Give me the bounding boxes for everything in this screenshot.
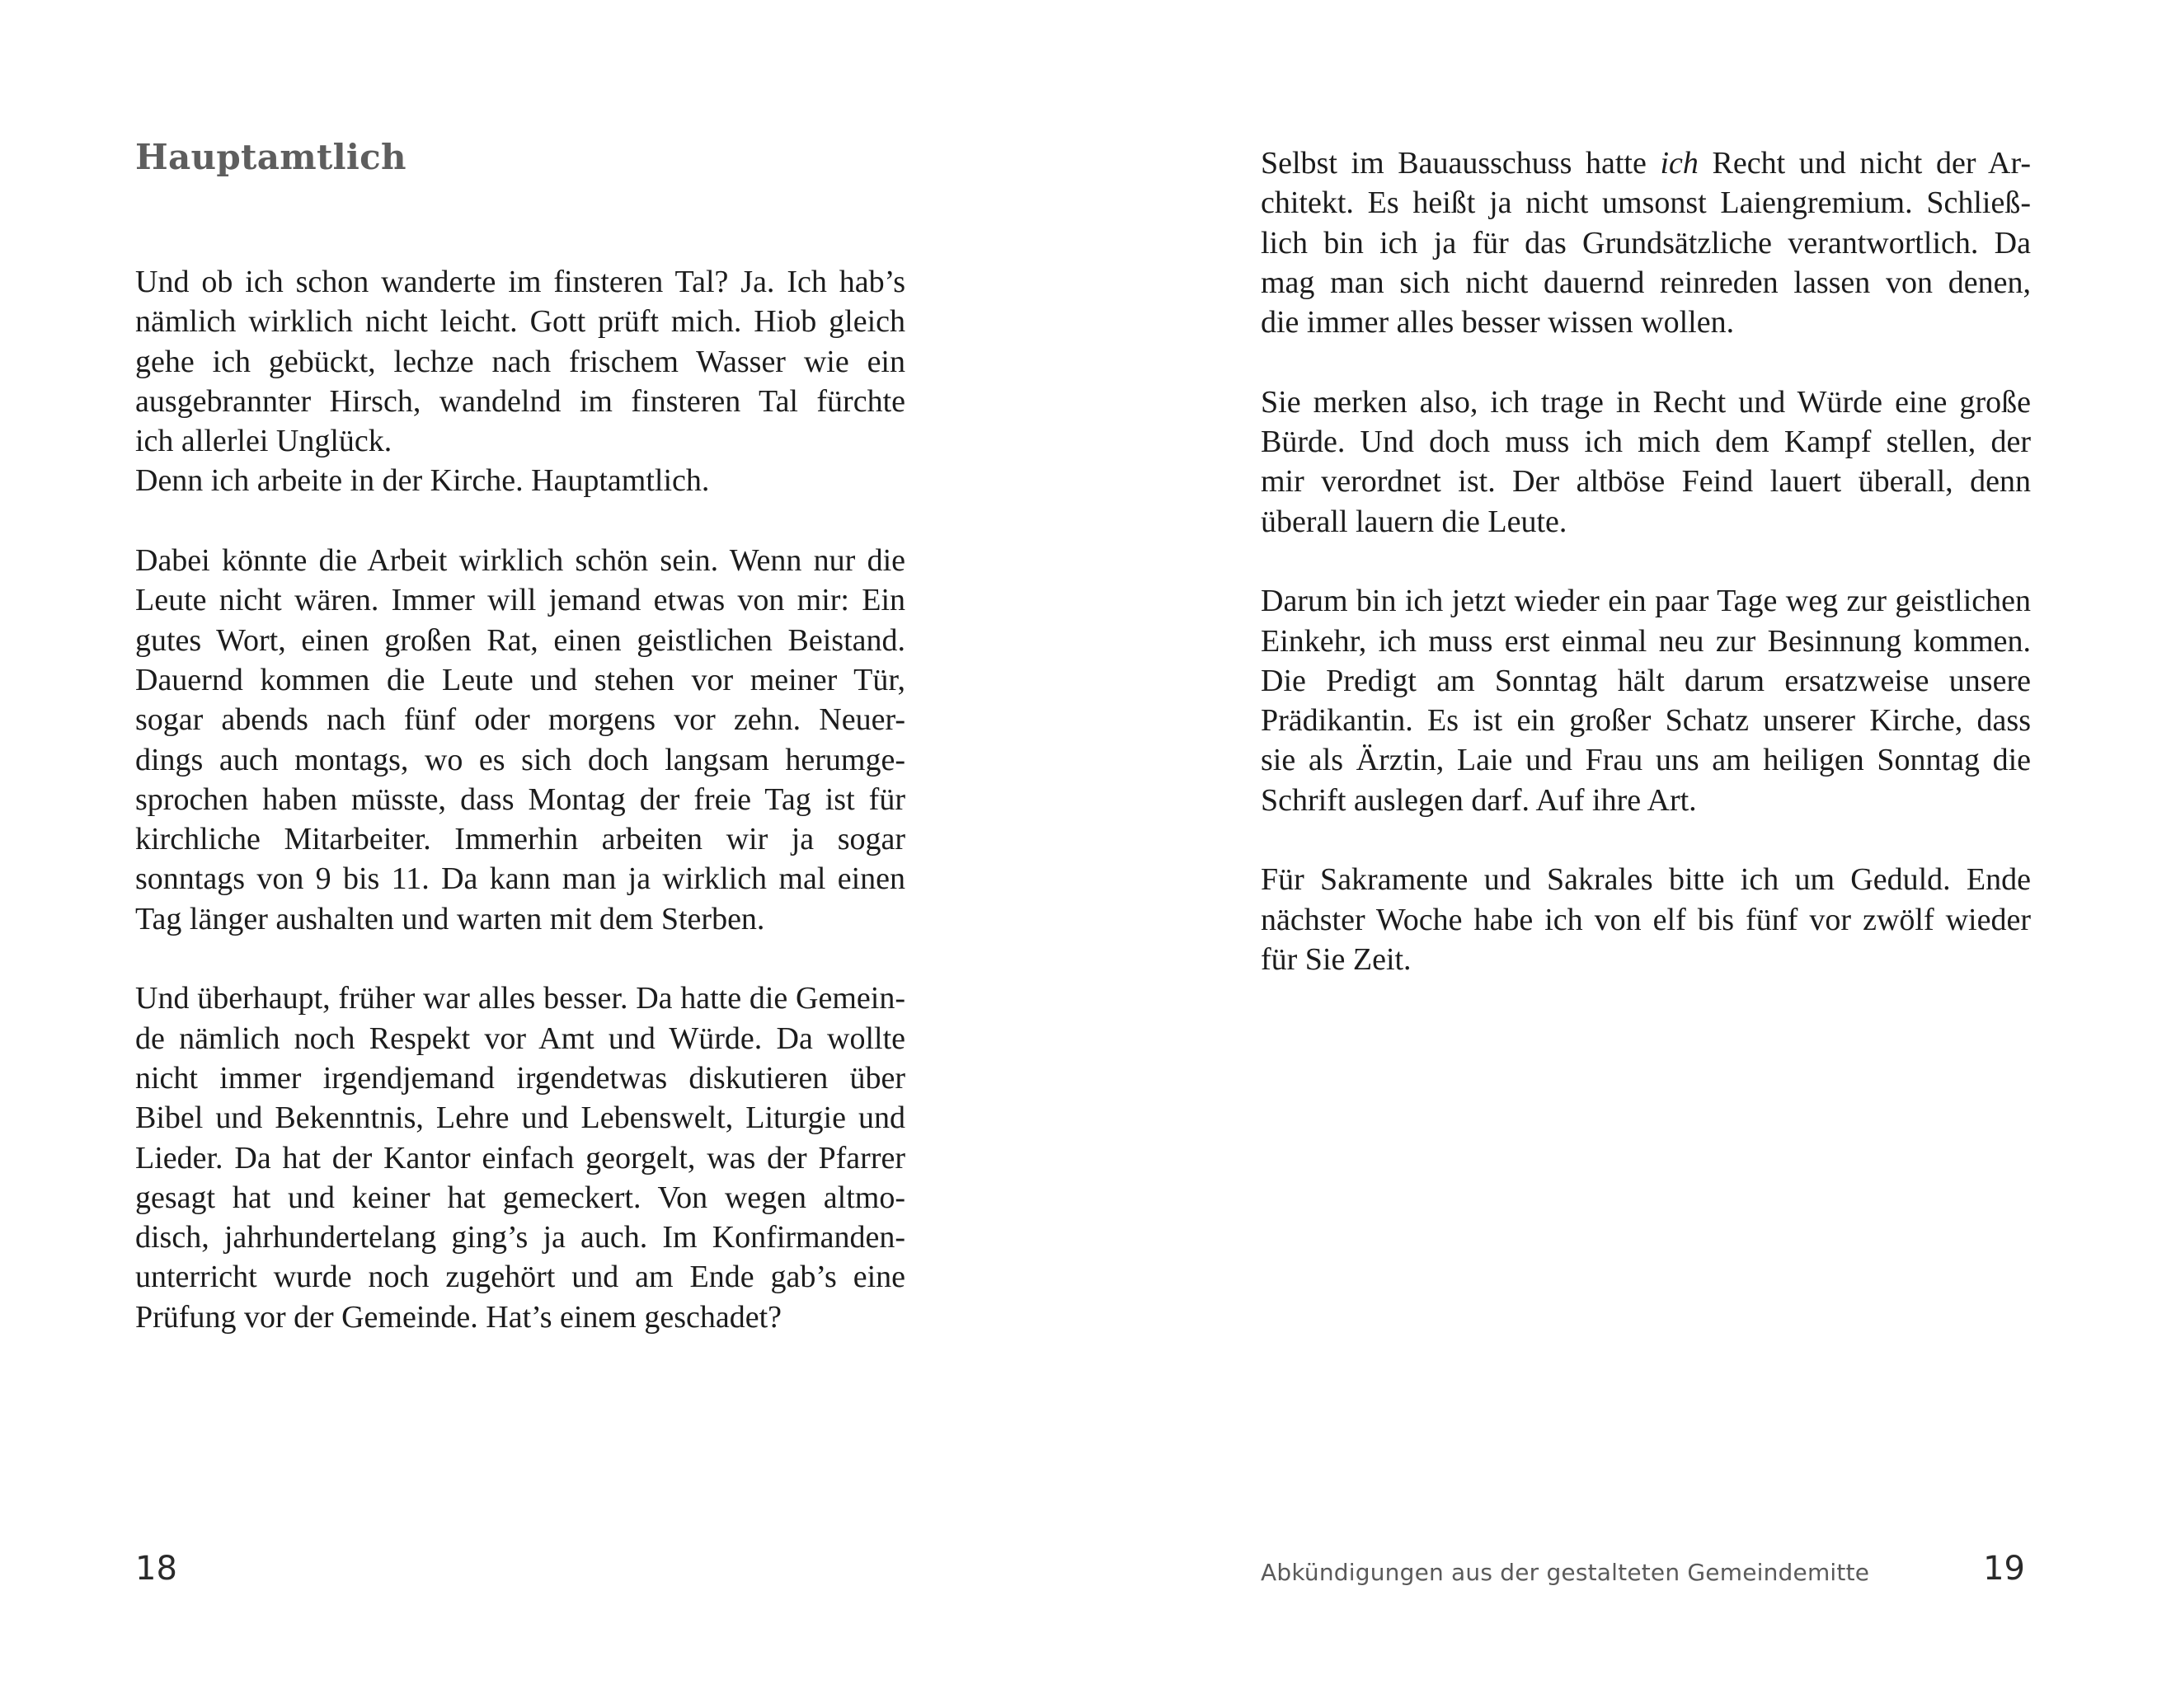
text-line: sonntags von 9 bis 11. Da kann man ja wirklich mal einen (135, 861, 905, 897)
text-line: Die Predigt am Sonntag hält darum ersatzweise unsere (1261, 663, 2031, 698)
text-line: gehe ich gebückt, lechze nach frischem Wasser wie ein (135, 344, 905, 379)
text-line: nämlich wirklich nicht leicht. Gott prüft mich. Hiob gleich (135, 304, 905, 340)
text-line: nicht immer irgendjemand irgendetwas diskutieren über (135, 1060, 905, 1096)
text-line: Bibel und Bekenntnis, Lehre und Lebenswelt, Liturgie und (135, 1100, 905, 1136)
text-line: dings auch montags, wo es sich doch langsam herumge- (135, 742, 905, 777)
text-line: für Sie Zeit. (1261, 941, 1412, 977)
text-line: Tag länger aushalten und warten mit dem Sterben. (135, 901, 765, 936)
text-line: Leute nicht wären. Immer will jemand etwas von mir: Ein (135, 583, 905, 618)
text-line: Dauernd kommen die Leute und stehen vor meiner Tür, (135, 662, 905, 697)
text-line: sprochen haben müsste, dass Montag der freie Tag ist für (135, 781, 905, 817)
text-line: de nämlich noch Respekt vor Amt und Würde. Da wollte (135, 1021, 905, 1056)
text-line: Prüfung vor der Gemeinde. Hat’s einem geschadet? (135, 1299, 782, 1335)
text-line: Denn ich arbeite in der Kirche. Hauptamtlich. (135, 463, 710, 499)
text-run: Recht und nicht der Ar- (1698, 146, 2031, 181)
text-line: mir verordnet ist. Der altböse Feind lauert überall, denn (1261, 464, 2031, 500)
text-line: mag man sich nicht dauernd reinreden lassen von denen, (1261, 265, 2031, 300)
right-page (1078, 0, 2157, 1708)
text-line: disch, jahrhundertelang ging’s ja auch. Im Konfirmanden- (135, 1220, 905, 1255)
text-line: chitekt. Es heißt ja nicht umsonst Laiengremium. Schließ- (1261, 185, 2031, 221)
text-line: nächster Woche habe ich von elf bis fünf vor zwölf wieder (1261, 902, 2031, 937)
paragraph (135, 541, 905, 939)
text-line: kirchliche Mitarbeiter. Immerhin arbeiten wir ja sogar (135, 822, 905, 857)
text-line: sie als Ärztin, Laie und Frau uns am heiligen Sonntag die (1261, 743, 2031, 778)
text-line: die immer alles besser wissen wollen. (1261, 305, 1735, 340)
text-line: Für Sakramente und Sakrales bitte ich um Geduld. Ende (1261, 862, 2031, 898)
paragraph (1261, 382, 2031, 542)
paragraph (1261, 143, 2031, 342)
text-line: Und ob ich schon wanderte im finsteren Tal? Ja. Ich hab’s (135, 265, 905, 299)
text-line: unterricht wurde noch zugehört und am Ende gab’s eine (135, 1260, 905, 1295)
text-line: überall lauern die Leute. (1261, 504, 1567, 539)
running-footer: Abkündigungen aus der gestalteten Gemeindemitte (1261, 1559, 1870, 1586)
page-number: 18 (135, 1550, 177, 1588)
paragraph (135, 978, 905, 1337)
text-line: Darum bin ich jetzt wieder ein paar Tage weg zur geistlichen (1261, 584, 2031, 619)
paragraph (1261, 860, 2031, 979)
text-line: Sie merken also, ich trage in Recht und Würde eine große (1261, 384, 2031, 420)
text-line: ich allerlei Unglück. (135, 424, 392, 459)
text-line: gesagt hat und keiner hat gemeckert. Von wegen altmo- (135, 1180, 905, 1215)
text-line: lich bin ich ja für das Grundsätzliche verantwortlich. Da (1261, 225, 2031, 260)
text-line: Bürde. Und doch muss ich mich dem Kampf stellen, der (1261, 425, 2031, 460)
text-line: Schrift auslegen darf. Auf ihre Art. (1261, 782, 1697, 818)
text-line: gutes Wort, einen großen Rat, einen geistlichen Beistand. (135, 622, 905, 658)
text-run: Selbst im Bauausschuss hatte (1261, 146, 1661, 181)
text-line: sogar abends nach fünf oder morgens vor zehn. Neuer- (135, 702, 905, 738)
text-line: Einkehr, ich muss erst einmal neu zur Besinnung kommen. (1261, 623, 2031, 659)
right-body-text (1261, 143, 2031, 1020)
text-line (1261, 143, 2031, 183)
text-line: ausgebrannter Hirsch, wandelnd im finsteren Tal fürchte (135, 383, 905, 419)
paragraph (1261, 581, 2031, 820)
text-line: Prädikantin. Es ist ein großer Schatz unserer Kirche, dass (1261, 703, 2031, 739)
text-line: Und überhaupt, früher war alles besser. Da hatte die Gemein- (135, 981, 905, 1016)
left-body-text (135, 262, 905, 1377)
chapter-title: Hauptamtlich (135, 137, 406, 177)
paragraph (135, 262, 905, 501)
text-line: Dabei könnte die Arbeit wirklich schön sein. Wenn nur die (135, 543, 905, 579)
text-line: Lieder. Da hat der Kantor einfach georgelt, was der Pfarrer (135, 1140, 905, 1175)
left-page (0, 0, 1078, 1708)
page-number: 19 (1983, 1550, 2025, 1588)
emphasis: ich (1660, 146, 1699, 181)
